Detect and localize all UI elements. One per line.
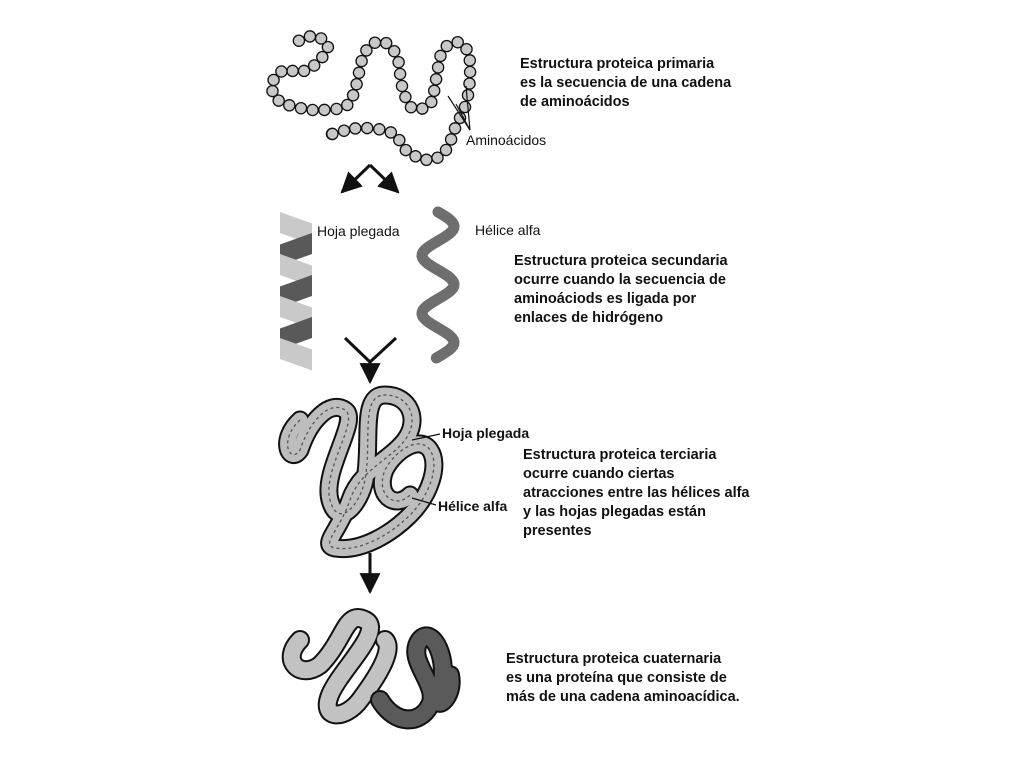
amino-acid-bead <box>459 101 470 112</box>
amino-acid-bead <box>327 128 338 139</box>
alpha-helix-shape <box>422 212 454 358</box>
amino-acid-bead <box>431 74 442 85</box>
quaternary-chains-shape <box>292 618 451 719</box>
amino-acid-bead <box>284 100 295 111</box>
amino-acid-bead <box>394 135 405 146</box>
amino-acid-bead <box>464 55 475 66</box>
secondary-line-3: aminoáciods es ligada por <box>514 291 697 307</box>
secondary-line-4: enlaces de hidrógeno <box>514 310 664 326</box>
tertiary-fold-shape <box>288 395 434 549</box>
amino-acid-bead <box>267 86 278 97</box>
amino-acid-bead <box>299 65 310 76</box>
secondary-line-2: ocurre cuando la secuencia de <box>514 272 726 288</box>
amino-acid-bead <box>342 99 353 110</box>
label-tertiary-sheet: Hoja plegada <box>442 425 530 441</box>
label-aminoacids: Aminoácidos <box>466 132 547 148</box>
tertiary-line-3: atracciones entre las hélices alfa <box>523 485 750 501</box>
amino-acid-bead <box>395 68 406 79</box>
quaternary-description <box>506 650 740 707</box>
amino-acid-bead <box>417 103 428 114</box>
amino-acid-bead <box>393 57 404 68</box>
amino-acid-bead <box>429 85 440 96</box>
amino-acid-bead <box>276 66 287 77</box>
amino-acid-bead <box>287 65 298 76</box>
primary-description <box>520 55 731 112</box>
primary-line-1: Estructura proteica primaria <box>520 56 715 72</box>
amino-acid-bead <box>405 102 416 113</box>
amino-acid-bead <box>307 104 318 115</box>
amino-acid-bead <box>331 103 342 114</box>
amino-acid-bead <box>421 154 432 165</box>
amino-acid-bead <box>353 67 364 78</box>
amino-acid-bead <box>441 41 452 52</box>
amino-acid-bead <box>440 144 451 155</box>
pleated-sheet-shape <box>280 212 312 371</box>
amino-acid-bead <box>449 123 460 134</box>
amino-acid-bead <box>400 91 411 102</box>
tertiary-line-4: y las hojas plegadas están <box>523 504 706 520</box>
amino-acid-bead <box>452 37 463 48</box>
amino-acid-bead <box>319 104 330 115</box>
secondary-description <box>514 252 728 328</box>
amino-acid-bead <box>316 33 327 44</box>
amino-acid-bead <box>304 31 315 42</box>
amino-acid-bead-chain <box>267 31 476 166</box>
primary-line-3: de aminoácidos <box>520 94 630 110</box>
amino-acid-bead <box>462 90 473 101</box>
amino-acid-bead <box>396 80 407 91</box>
tertiary-line-5: presentes <box>523 523 592 539</box>
tertiary-line-2: ocurre cuando ciertas <box>523 466 675 482</box>
label-alpha-helix: Hélice alfa <box>475 222 541 238</box>
amino-acid-bead <box>350 123 361 134</box>
amino-acid-bead <box>338 125 349 136</box>
quaternary-line-2: es una proteína que consiste de <box>506 670 727 686</box>
primary-line-2: es la secuencia de una cadena <box>520 75 732 91</box>
amino-acid-bead <box>356 56 367 67</box>
quaternary-line-3: más de una cadena aminoacídica. <box>506 689 740 705</box>
split-arrow <box>342 165 398 192</box>
label-pleated-sheet: Hoja plegada <box>317 223 400 239</box>
amino-acid-bead <box>433 62 444 73</box>
amino-acid-bead <box>381 38 392 49</box>
tertiary-description <box>523 446 750 541</box>
amino-acid-bead <box>410 151 421 162</box>
amino-acid-bead <box>361 45 372 56</box>
amino-acid-bead <box>446 134 457 145</box>
tertiary-line-1: Estructura proteica terciaria <box>523 447 717 463</box>
amino-acid-bead <box>374 124 385 135</box>
merge-arrow <box>345 338 396 382</box>
amino-acid-bead <box>295 103 306 114</box>
amino-acid-bead <box>465 66 476 77</box>
secondary-line-1: Estructura proteica secundaria <box>514 253 728 269</box>
amino-acid-bead <box>293 35 304 46</box>
amino-acid-bead <box>351 79 362 90</box>
amino-acid-bead <box>435 50 446 61</box>
amino-acid-bead <box>317 52 328 63</box>
amino-acid-bead <box>362 123 373 134</box>
quaternary-line-1: Estructura proteica cuaternaria <box>506 651 722 667</box>
label-tertiary-helix: Hélice alfa <box>438 498 508 514</box>
